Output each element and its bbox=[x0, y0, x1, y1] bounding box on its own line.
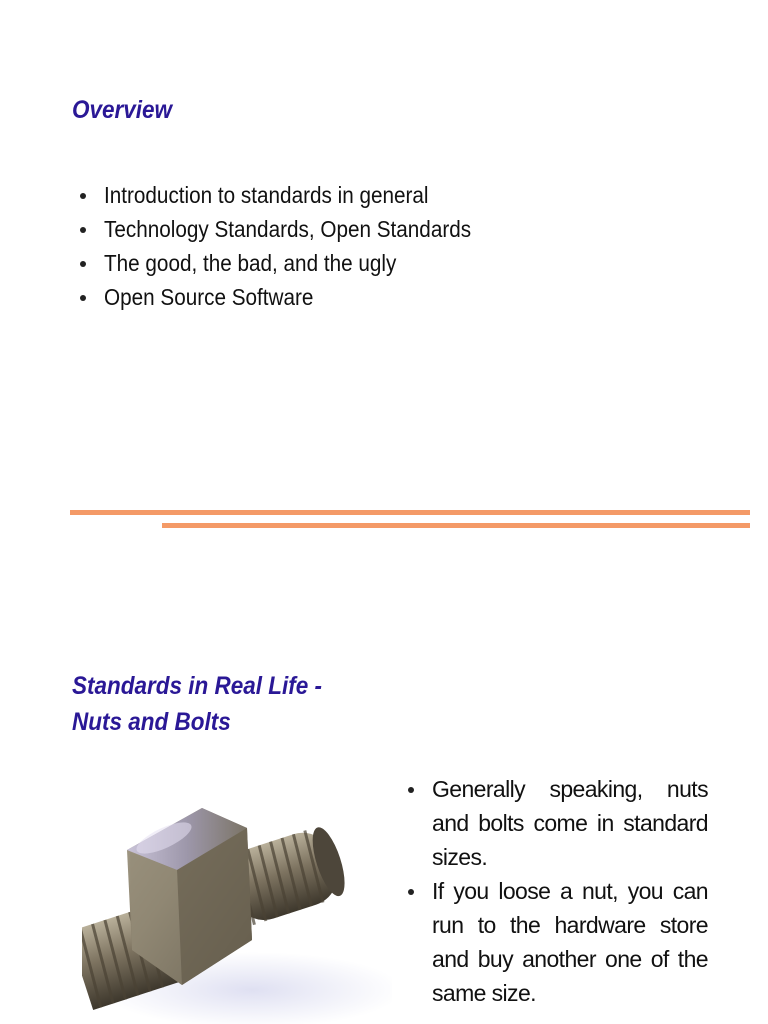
list-item bbox=[72, 212, 512, 246]
bullet-text: Open Source Software bbox=[104, 284, 314, 310]
bullet-text: Introduction to standards in general bbox=[104, 182, 429, 208]
overview-title: Overview bbox=[72, 96, 173, 124]
slide-divider-top bbox=[70, 510, 750, 515]
list-item bbox=[72, 280, 512, 314]
standards-title-line2: Nuts and Bolts bbox=[72, 708, 231, 736]
standards-title-line1: Standards in Real Life - bbox=[72, 672, 323, 700]
bullet-dot-icon bbox=[80, 261, 86, 267]
list-item bbox=[400, 772, 708, 874]
bullet-text: The good, the bad, and the ugly bbox=[104, 250, 397, 276]
slide-divider-bottom bbox=[162, 523, 750, 528]
standards-title bbox=[72, 668, 322, 740]
bolts-bullet-list bbox=[400, 772, 708, 1010]
bullet-dot-icon bbox=[408, 889, 414, 895]
bullet-text: Generally speaking, nuts and bolts come in standard sizes. bbox=[432, 776, 708, 870]
bullet-dot-icon bbox=[80, 227, 86, 233]
bullet-dot-icon bbox=[80, 193, 86, 199]
overview-bullet-list bbox=[72, 178, 512, 314]
list-item bbox=[72, 178, 512, 212]
bullet-dot-icon bbox=[408, 787, 414, 793]
bullet-text: If you loose a nut, you can run to the hardware store and buy another one of the same size. bbox=[432, 878, 708, 1006]
list-item bbox=[72, 246, 512, 280]
nut-and-bolt-photo bbox=[82, 800, 392, 1024]
list-item bbox=[400, 874, 708, 1010]
bullet-dot-icon bbox=[80, 295, 86, 301]
bullet-text: Technology Standards, Open Standards bbox=[104, 216, 472, 242]
